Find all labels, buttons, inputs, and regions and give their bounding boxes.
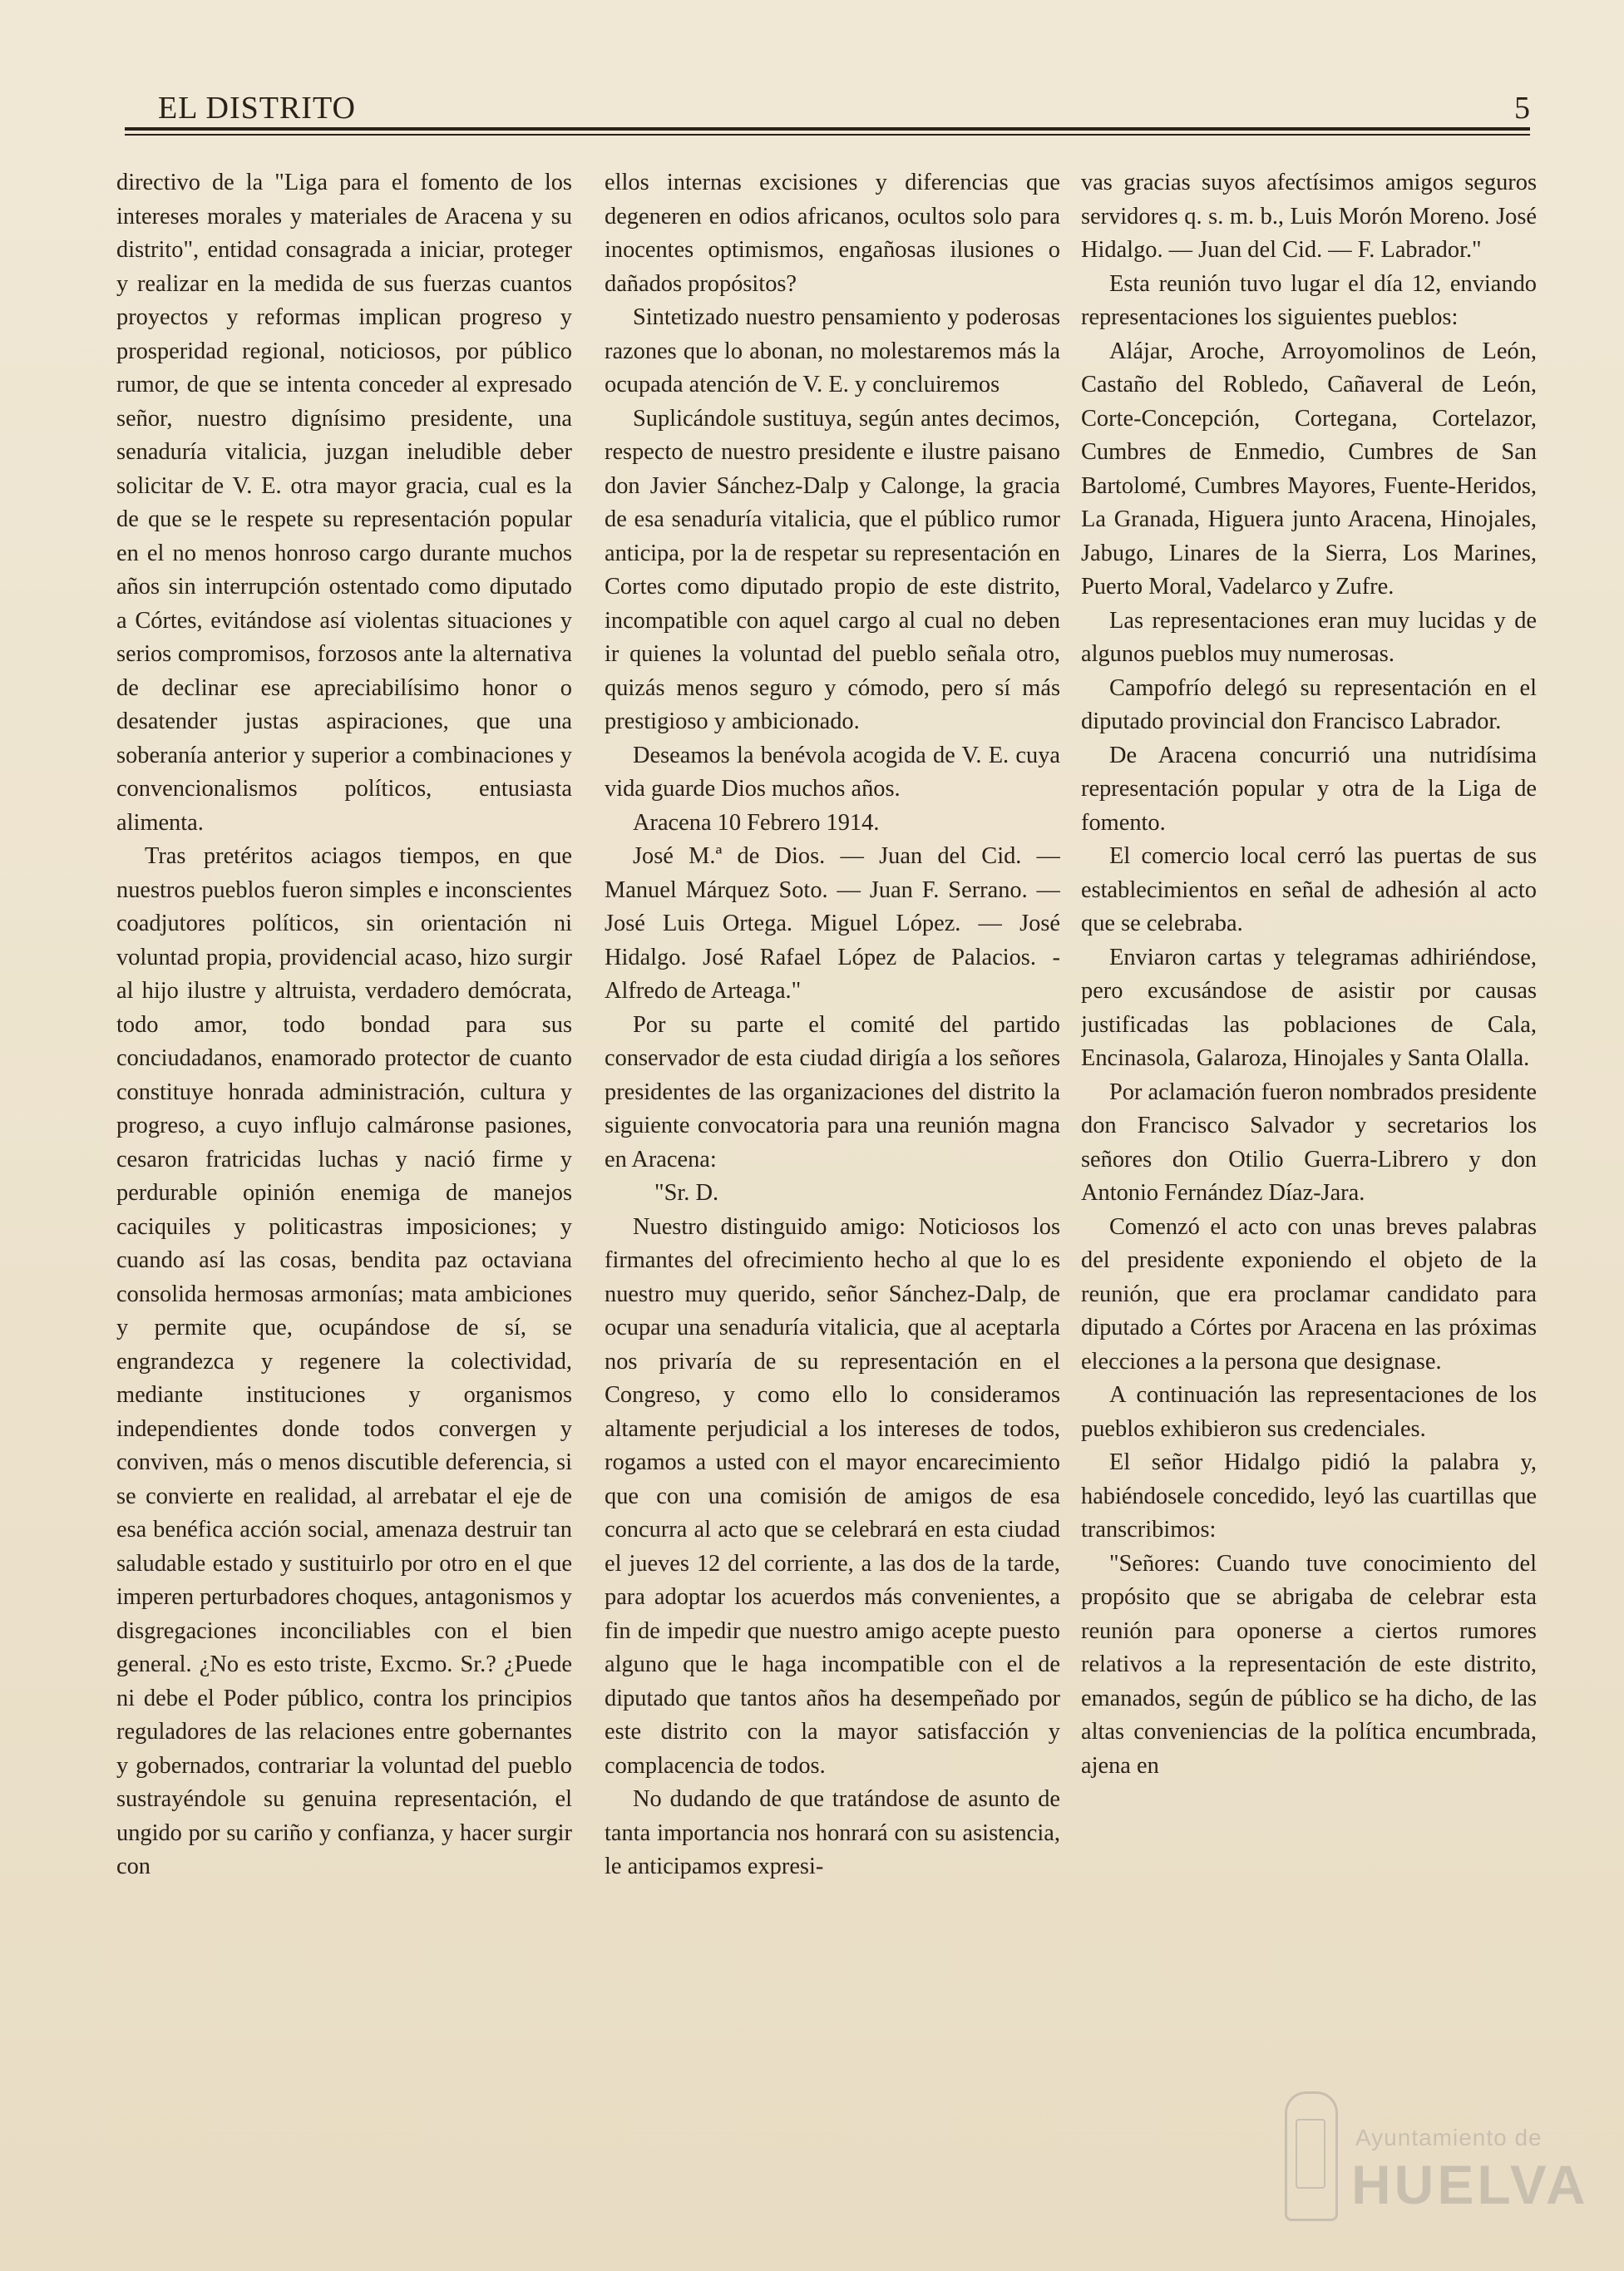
publication-title: EL DISTRITO xyxy=(158,91,356,126)
header-rule-thick xyxy=(125,127,1530,131)
paragraph: Campofrío delegó su representación en el diputado provincial don Francisco Labrador. xyxy=(1081,674,1537,734)
paragraph: Alájar, Aroche, Arroyomolinos de León, Castaño del Robledo, Cañaveral de León, Corte-Concepción, Cortegana, Cortelazor, Cumbres de Enmedio, Cumbres de San Bartolomé, Cumbres Mayores, Fuente-Heridos, La Granada, Higuera junto Aracena, Hinojales, Jabugo, Linares de la Sierra, Los Marines, Puerto Moral, Vadelarco y Zufre. xyxy=(1081,338,1537,600)
paragraph: Tras pretéritos aciagos tiempos, en que nuestros pueblos fueron simples e inconscientes coadjutores políticos, sin orientación ni voluntad propia, providencial acaso, hizo surgir al hijo ilustre y altruista, verdadero demócrata, todo amor, todo bondad para sus conciudadanos, enamorado protector de cuanto constituye honrada administración, cultura y progreso, a cuyo influjo calmáronse pasiones, cesaron fratricidas luchas y nació firme y perdurable opinión enemiga de manejos caciquiles y politicastras imposiciones; y cuando así las cosas, bendita paz octaviana consolida hermosas armonías; mata ambiciones y permite que, ocupándose de sí, se engrandezca y regenere la colectividad, mediante instituciones y organismos independientes donde todos convergen y conviven, más o menos discutible deferencia, si se convierte en realidad, al arrebatar el eje de esa benéfica acción social, amenaza destruir tan saludable estado y sustituirlo por otro en el que imperen perturbadores choques, antagonismos y disgregaciones inconciliables con el bien general. ¿No es esto triste, Excmo. Sr.? ¿Puede ni debe el Poder público, contra los principios reguladores de las relaciones entre gobernantes y gobernados, contrariar la voluntad del pueblo sustrayéndole su genuina representación, el ungido por su cariño y confianza, y hacer surgir con xyxy=(116,843,572,1879)
paragraph: Por aclamación fueron nombrados presidente don Francisco Salvador y secretarios los señores don Otilio Guerra-Librero y don Antonio Fernández Díaz-Jara. xyxy=(1081,1079,1537,1206)
paragraph: Aracena 10 Febrero 1914. xyxy=(633,809,880,836)
watermark-line-1: Ayuntamiento de xyxy=(1355,2125,1543,2150)
paragraph: Enviaron cartas y telegramas adhiriéndose, pero excusándose de asistir por causas justificadas las poblaciones de Cala, Encinasola, Galaroza, Hinojales y Santa Olalla. xyxy=(1081,944,1537,1071)
paragraph: "Sr. D. xyxy=(654,1180,719,1206)
paragraph: Por su parte el comité del partido conservador de esta ciudad dirigía a los señores presidentes de las organizaciones del distrito la siguiente convocatoria para una reunión magna en Aracena: xyxy=(605,1011,1060,1173)
paragraph: "Señores: Cuando tuve conocimiento del propósito que se abrigaba de celebrar esta reunión para oponerse a ciertos rumores relativos a la representación de este distrito, emanados, según de público se ha dicho, de las altas conveniencias de la política encumbrada, ajena en xyxy=(1081,1550,1537,1779)
paragraph: Deseamos la benévola acogida de V. E. cuya vida guarde Dios muchos años. xyxy=(605,742,1060,802)
paragraph: El comercio local cerró las puertas de sus establecimientos en señal de adhesión al acto que se celebraba. xyxy=(1081,843,1537,936)
paragraph: Sintetizado nuestro pensamiento y poderosas razones que lo abonan, no molestaremos más la ocupada atención de V. E. y concluiremos xyxy=(605,304,1060,397)
paragraph: El señor Hidalgo pidió la palabra y, habiéndosele concedido, leyó las cuartillas que transcribimos: xyxy=(1081,1449,1537,1543)
paragraph: A continuación las representaciones de los pueblos exhibieron sus credenciales. xyxy=(1081,1382,1537,1442)
paragraph: José M.ª de Dios. — Juan del Cid. — Manuel Márquez Soto. — Juan F. Serrano. — José Luis Ortega. Miguel López. — José Hidalgo. José Rafael López de Palacios. - Alfredo de Arteaga." xyxy=(605,843,1060,1004)
paragraph: De Aracena concurrió una nutridísima representación popular y otra de la Liga de fomento. xyxy=(1081,742,1537,836)
watermark-line-2: HUELVA xyxy=(1351,2154,1589,2215)
text-column-3 xyxy=(1081,166,1537,2112)
archive-watermark xyxy=(1285,2083,1589,2249)
paragraph: Nuestro distinguido amigo: Noticiosos los firmantes del ofrecimiento hecho al que lo es nuestro muy querido, señor Sánchez-Dalp, de ocupar una senaduría vitalicia, que al aceptarla nos privaría de su representación en el Congreso, y como ello lo consideramos altamente perjudicial a los intereses de todos, rogamos a usted con el mayor encarecimiento que con una comisión de amigos de esa concurra al acto que se celebrará en esta ciudad el jueves 12 del corriente, a las dos de la tarde, para adoptar los acuerdos más convenientes, a fin de impedir que nuestro amigo acepte puesto alguno que le haga incompatible con el de diputado que tantos años ha desempeñado por este distrito con la mayor satisfacción y complacencia de todos. xyxy=(605,1213,1060,1779)
paragraph: directivo de la "Liga para el fomento de los intereses morales y materiales de Aracena y su distrito", entidad consagrada a iniciar, proteger y realizar en la medida de sus fuerzas cuantos proyectos y reformas implican progreso y prosperidad regional, noticiosos, por público rumor, de que se intenta conceder al expresado señor, nuestro dignísimo presidente, una senaduría vitalicia, juzgan ineludible deber solicitar de V. E. otra mayor gracia, cual es la de que se le respete su representación popular en el no menos honroso cargo durante muchos años sin interrupción ostentado como diputado a Córtes, evitándose así violentas situaciones y serios compromisos, forzosos ante la alternativa de declinar ese apreciabilísimo honor o desatender justas aspiraciones, que una soberanía anterior y superior a combinaciones y convencionalismos políticos, entusiasta alimenta. xyxy=(116,170,572,836)
page-header xyxy=(125,85,1530,131)
paragraph: No dudando de que tratándose de asunto de tanta importancia nos honrará con su asistencia, le anticipamos expresi- xyxy=(605,1786,1060,1879)
page-number: 5 xyxy=(1514,91,1530,126)
paragraph: vas gracias suyos afectísimos amigos seguros servidores q. s. m. b., Luis Morón Moreno. José Hidalgo. — Juan del Cid. — F. Labrador." xyxy=(1081,170,1537,263)
paragraph: ellos internas excisiones y diferencias que degeneren en odios africanos, ocultos solo para inocentes optimismos, engañosas ilusiones o dañados propósitos? xyxy=(605,170,1060,297)
header-rule-thin xyxy=(125,134,1530,136)
city-seal-icon xyxy=(1285,2091,1338,2221)
text-column-1 xyxy=(116,166,572,2112)
paragraph: Las representaciones eran muy lucidas y de algunos pueblos muy numerosas. xyxy=(1081,607,1537,667)
paragraph: Esta reunión tuvo lugar el día 12, enviando representaciones los siguientes pueblos: xyxy=(1081,270,1537,330)
paragraph: Suplicándole sustituya, según antes decimos, respecto de nuestro presidente e ilustre paisano don Javier Sánchez-Dalp y Calonge, la gracia de esa senaduría vitalicia, que el público rumor anticipa, por la de respetar su representación en Cortes como diputado propio de este distrito, incompatible con aquel cargo al cual no deben ir quienes la voluntad del pueblo señala otro, quizás menos seguro y cómodo, pero sí más prestigioso y ambicionado. xyxy=(605,405,1060,734)
text-column-2 xyxy=(605,166,1060,2112)
paragraph: Comenzó el acto con unas breves palabras del presidente exponiendo el objeto de la reunión, que era proclamar candidato para diputado a Córtes por Aracena en las próximas elecciones a la persona que designase. xyxy=(1081,1213,1537,1375)
